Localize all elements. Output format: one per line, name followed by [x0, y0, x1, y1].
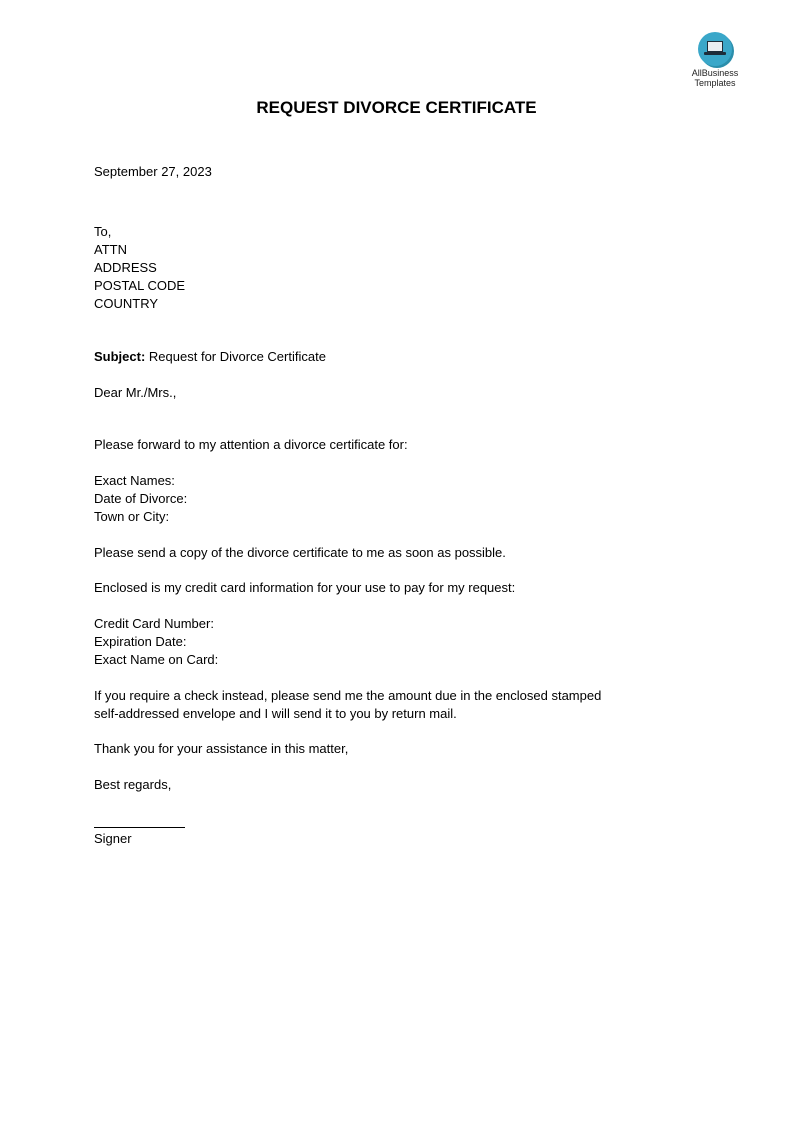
date: September 27, 2023 — [94, 164, 212, 179]
salutation: Dear Mr./Mrs., — [94, 385, 177, 400]
recipient-attn: ATTN — [94, 242, 127, 257]
subject-label: Subject: — [94, 349, 146, 364]
signature-line — [94, 827, 185, 828]
closing: Best regards, — [94, 777, 172, 792]
recipient-to: To, — [94, 224, 112, 239]
laptop-icon — [698, 32, 732, 66]
field-exact-names: Exact Names: — [94, 473, 175, 488]
recipient-postal-code: POSTAL CODE — [94, 278, 186, 293]
check-paragraph-line1: If you require a check instead, please send me the amount due in the enclosed stamped — [94, 688, 602, 703]
allbusiness-logo — [687, 32, 743, 88]
field-credit-card-number: Credit Card Number: — [94, 616, 214, 631]
recipient-country: COUNTRY — [94, 296, 159, 311]
recipient-address: ADDRESS — [94, 260, 157, 275]
document-title: REQUEST DIVORCE CERTIFICATE — [256, 98, 537, 117]
field-name-on-card: Exact Name on Card: — [94, 652, 219, 667]
subject-line — [94, 348, 326, 366]
signer-name: Signer — [94, 831, 132, 846]
field-town-or-city: Town or City: — [94, 509, 170, 524]
logo-text: AllBusiness Templates — [691, 68, 739, 88]
thanks-paragraph: Thank you for your assistance in this matter, — [94, 741, 349, 756]
intro-paragraph: Please forward to my attention a divorce certificate for: — [94, 437, 408, 452]
enclosed-paragraph: Enclosed is my credit card information for your use to pay for my request: — [94, 580, 516, 595]
field-date-of-divorce: Date of Divorce: — [94, 491, 188, 506]
field-expiration-date: Expiration Date: — [94, 634, 187, 649]
send-paragraph: Please send a copy of the divorce certificate to me as soon as possible. — [94, 545, 506, 560]
check-paragraph-line2: self-addressed envelope and I will send it to you by return mail. — [94, 706, 457, 721]
subject-text: Request for Divorce Certificate — [148, 349, 326, 364]
